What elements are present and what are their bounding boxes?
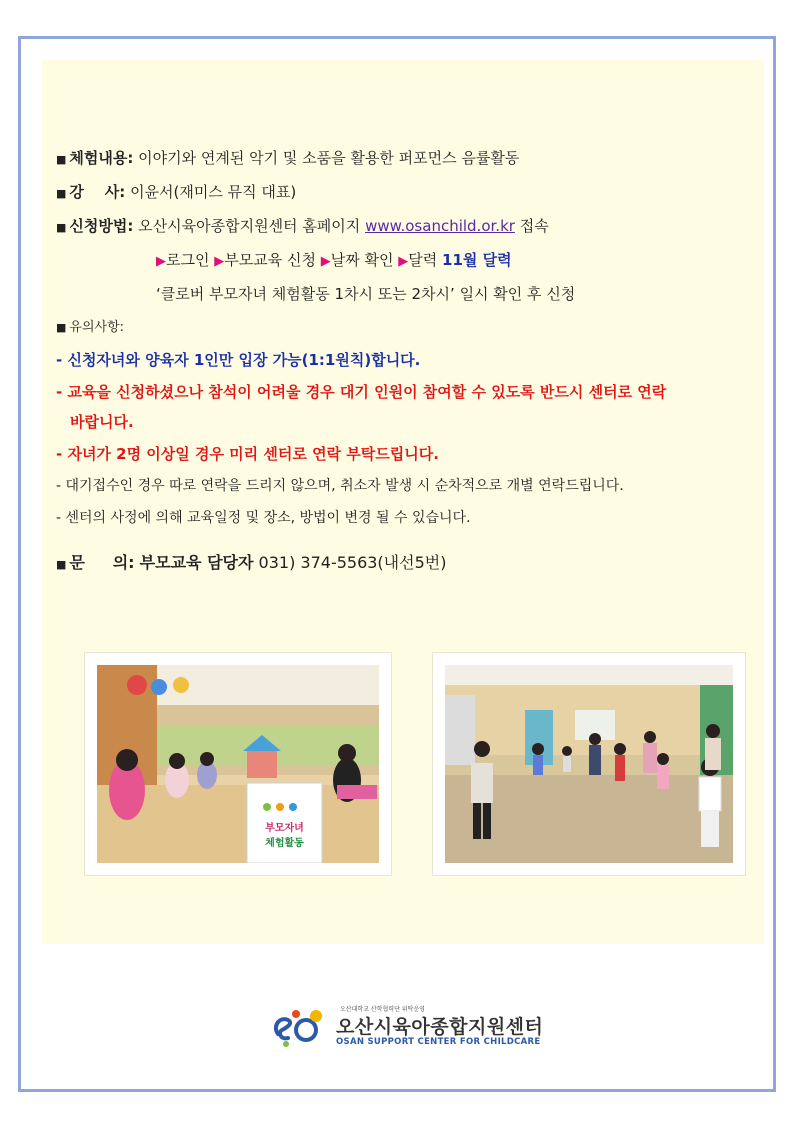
notice-item-5: - 센터의 사정에 의해 교육일정 및 장소, 방법이 변경 될 수 있습니다. xyxy=(56,510,471,526)
content-label: 체험내용: xyxy=(69,149,134,167)
arrow-right-icon: ▶ xyxy=(320,254,331,269)
logo-english: OSAN SUPPORT CENTER FOR CHILDCARE xyxy=(336,1037,541,1047)
instructor-row xyxy=(56,182,296,204)
arrow-right-icon: ▶ xyxy=(214,254,225,269)
contact-row xyxy=(56,553,446,575)
instructor-label: 강 사: xyxy=(69,183,126,201)
bullet-square-icon: ■ xyxy=(56,321,67,334)
notice-heading xyxy=(56,318,124,338)
step-date-check: 날짜 확인 xyxy=(330,251,394,269)
apply-note: ‘클로버 부모자녀 체험활동 1차시 또는 2차시’ 일시 확인 후 신청 xyxy=(156,285,576,303)
activity-photo-2 xyxy=(432,652,746,876)
apply-prefix: 오산시육아종합지원센터 홈페이지 xyxy=(138,217,361,235)
contact-person: 부모교육 담당자 xyxy=(139,553,254,572)
apply-suffix: 접속 xyxy=(519,217,549,235)
contact-phone: 031) 374-5563(내선5번) xyxy=(258,553,447,572)
step-login: 로그인 xyxy=(166,251,210,269)
notice-item-3: - 자녀가 2명 이상일 경우 미리 센터로 연락 부탁드립니다. xyxy=(56,445,439,463)
content-value: 이야기와 연계된 악기 및 소품을 활용한 퍼포먼스 음률활동 xyxy=(138,149,520,167)
arrow-right-icon: ▶ xyxy=(398,254,409,269)
bullet-square-icon: ■ xyxy=(56,558,67,571)
sign-line-2: 체험활동 xyxy=(265,838,304,849)
content-row xyxy=(56,148,519,170)
sign-line-1: 부모자녀 xyxy=(265,823,304,834)
notice-item-2-cont: 바랍니다. xyxy=(70,413,134,431)
bullet-square-icon: ■ xyxy=(56,221,67,234)
arrow-right-icon: ▶ xyxy=(156,254,166,269)
apply-label: 신청방법: xyxy=(69,217,134,235)
notice-item-2: - 교육을 신청하셨으나 참석이 어려울 경우 대기 인원이 참여할 수 있도록 반드시 센터로 연락 xyxy=(56,383,667,401)
homepage-link[interactable]: www.osanchild.or.kr xyxy=(365,217,515,235)
notice-item-1: - 신청자녀와 양육자 1인만 입장 가능(1:1원칙)합니다. xyxy=(56,351,421,369)
step-parent-edu: 부모교육 신청 xyxy=(224,251,316,269)
bullet-square-icon: ■ xyxy=(56,153,67,166)
step-calendar: 달력 xyxy=(408,251,438,269)
bullet-square-icon: ■ xyxy=(56,187,67,200)
month-calendar-highlight: 11월 달력 xyxy=(442,251,512,269)
apply-steps xyxy=(156,250,512,272)
notice-item-4: - 대기접수인 경우 따로 연락을 드리지 않으며, 취소자 발생 시 순차적으로 개별 연락드립니다. xyxy=(56,478,624,494)
logo-subtitle: 오산대학교 산학협력단 위탁운영 xyxy=(340,1006,425,1013)
instructor-value: 이윤서(재미스 뮤직 대표) xyxy=(130,183,297,201)
contact-label: 문 의: xyxy=(69,553,135,572)
logo-mark-icon xyxy=(270,1004,330,1048)
apply-row xyxy=(56,216,549,238)
activity-photo-1 xyxy=(84,652,392,876)
notice-label: 유의사항: xyxy=(69,320,125,335)
logo-title: 오산시육아종합지원센터 xyxy=(336,1016,544,1038)
